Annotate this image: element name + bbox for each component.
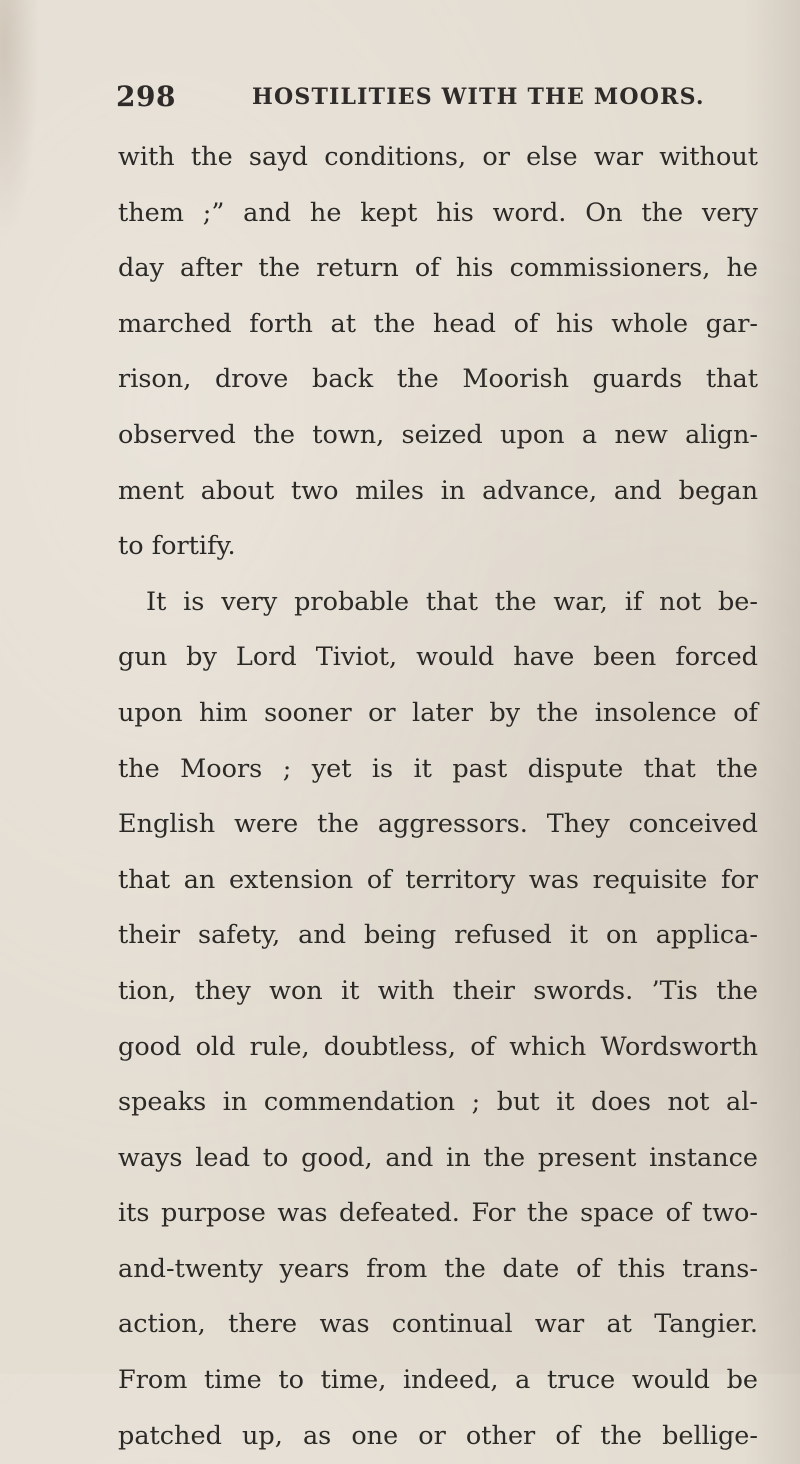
text-line: It is very probable that the war, if not be-	[146, 586, 758, 617]
text-line: their safety, and being refused it on applica-	[118, 920, 758, 951]
text-line: them ;” and he kept his word. On the very	[118, 197, 758, 228]
running-head	[116, 80, 716, 120]
text-line: speaks in commendation ; but it does not al-	[118, 1087, 758, 1118]
text-line: its purpose was defeated. For the space of two-	[118, 1198, 758, 1229]
text-line: good old rule, doubtless, of which Wordsworth	[118, 1031, 758, 1062]
text-line: marched forth at the head of his whole gar-	[118, 308, 758, 339]
text-line: ways lead to good, and in the present instance	[118, 1142, 758, 1173]
text-line: tion, they won it with their swords. ’Tis the	[118, 975, 758, 1006]
text-line: gun by Lord Tiviot, would have been forced	[118, 642, 758, 673]
text-line: that an extension of territory was requisite for	[118, 864, 758, 895]
text-line: ment about two miles in advance, and began	[118, 475, 758, 506]
page-number: 298	[116, 80, 176, 113]
text-line: day after the return of his commissioners, he	[118, 253, 758, 284]
text-line: with the sayd conditions, or else war without	[118, 142, 758, 172]
running-title: HOSTILITIES WITH THE MOORS.	[252, 84, 705, 110]
text-line: to fortify.	[118, 531, 236, 562]
text-line: From time to time, indeed, a truce would be	[118, 1365, 758, 1396]
text-line: English were the aggressors. They conceived	[118, 809, 758, 840]
text-line: patched up, as one or other of the bellige-	[118, 1420, 758, 1451]
text-line: and-twenty years from the date of this trans-	[118, 1253, 758, 1284]
text-line: the Moors ; yet is it past dispute that the	[118, 753, 758, 784]
page-stain	[0, 0, 40, 240]
text-line: upon him sooner or later by the insolence of	[118, 697, 758, 728]
text-line: observed the town, seized upon a new align-	[118, 419, 758, 450]
text-line: action, there was continual war at Tangier.	[118, 1309, 758, 1340]
body-text	[118, 130, 758, 1464]
text-line: rison, drove back the Moorish guards that	[118, 364, 758, 395]
